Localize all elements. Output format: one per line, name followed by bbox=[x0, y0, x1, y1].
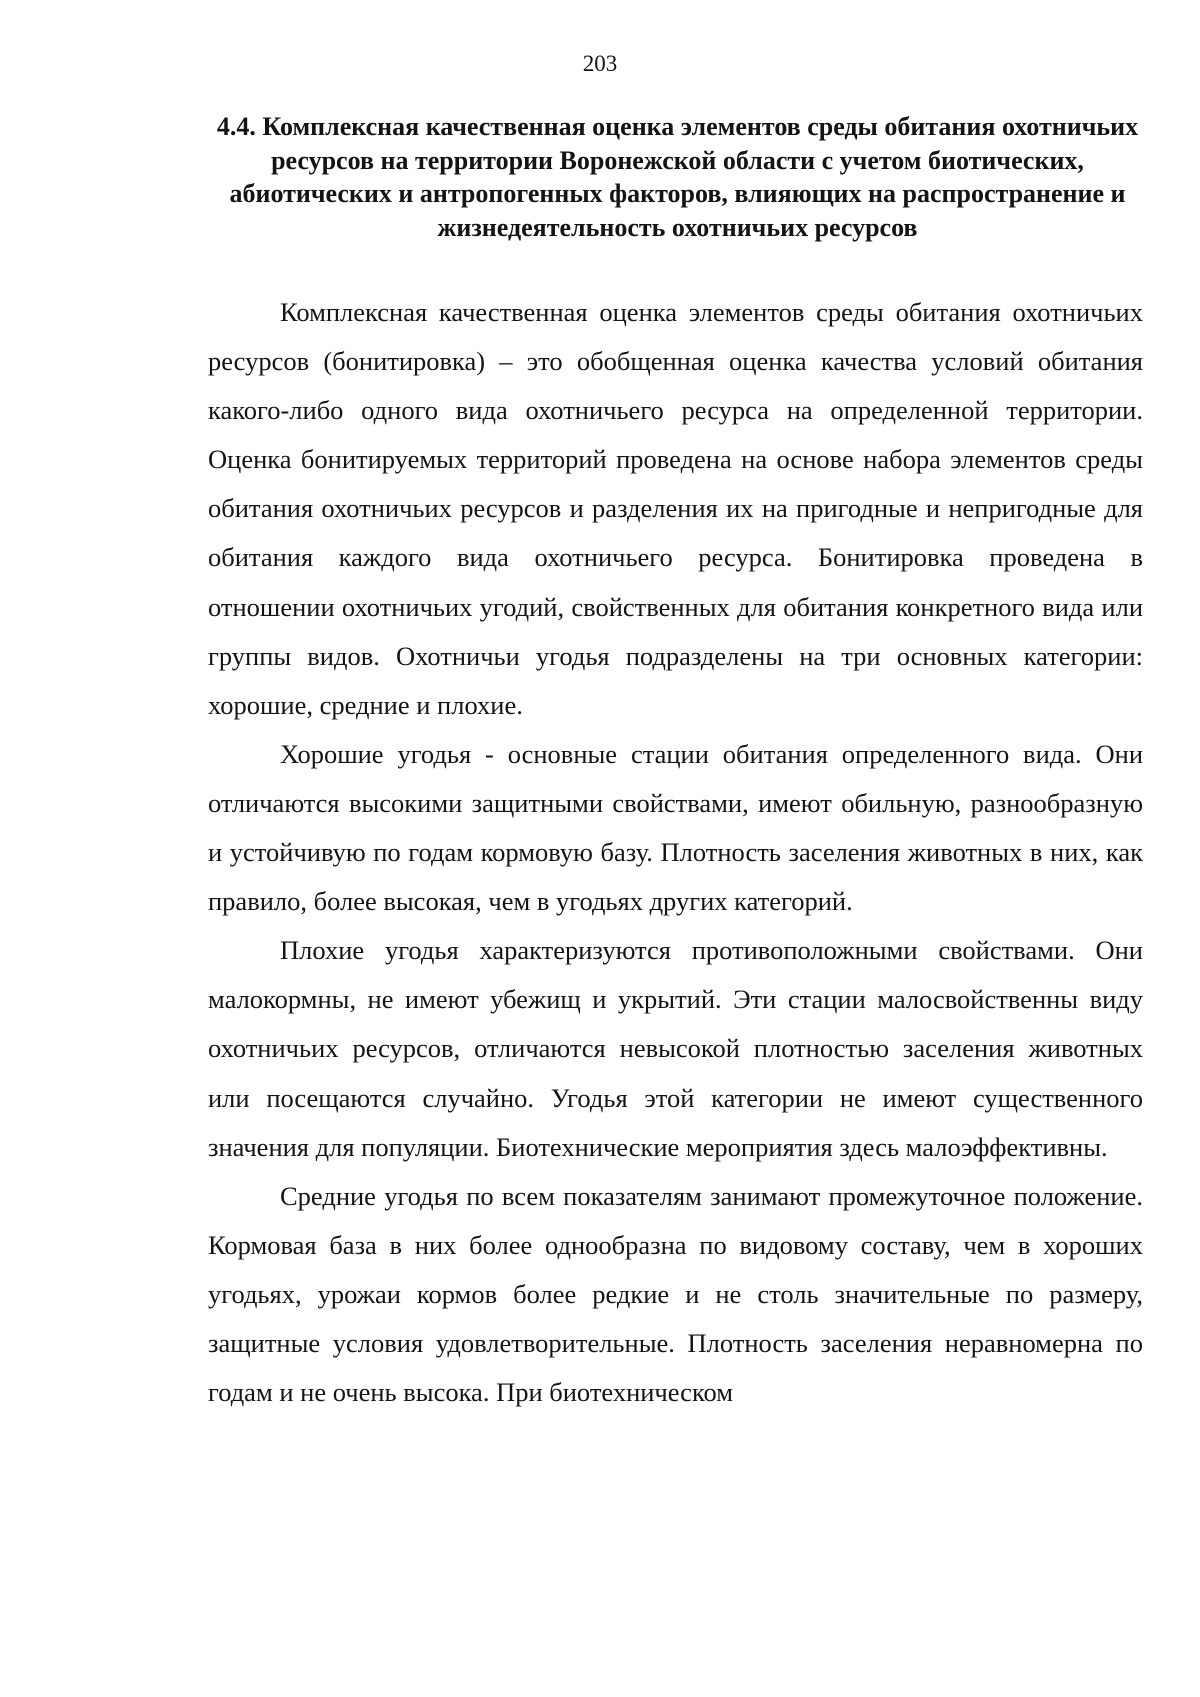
page-number: 203 bbox=[582, 51, 618, 76]
body-text bbox=[208, 288, 1143, 1417]
section-heading: 4.4. Комплексная качественная оценка элементов среды обитания охотничьих ресурсов на территории Воронежской области с учетом биотических, абиотических и антропогенных факторов, влияющих на распространение и жизнедеятельность охотничьих ресурсов bbox=[216, 112, 1139, 242]
paragraph-medium-grounds: Средние угодья по всем показателям занимают промежуточное положение. Кормовая база в них более однообразна по видовому составу, чем в хороших угодьях, урожаи кормов более редкие и не столь значительные по размеру, защитные условия удовлетворительные. Плотность заселения неравномерна по годам и не очень высока. При биотехническом bbox=[208, 1180, 1143, 1408]
paragraph-poor-grounds: Плохие угодья характеризуются противоположными свойствами. Они малокормны, не имеют убежищ и укрытий. Эти стации малосвойственны виду охотничьих ресурсов, отличаются невысокой плотностью заселения животных или посещаются случайно. Угодья этой категории не имеют существенного значения для популяции. Биотехнические мероприятия здесь малоэффективны. bbox=[208, 935, 1143, 1162]
paragraph-good-grounds: Хорошие угодья - основные стации обитания определенного вида. Они отличаются высокими защитными свойствами, имеют обильную, разнообразную и устойчивую по годам кормовую базу. Плотность заселения животных в них, как правило, более высокая, чем в угодьях других категорий. bbox=[208, 738, 1143, 917]
paragraph-complex-assessment: Комплексная качественная оценка элементов среды обитания охотничьих ресурсов (бонитировка) – это обобщенная оценка качества условий обитания какого-либо одного вида охотничьего ресурса на определенной территории. Оценка бонитируемых территорий проведена на основе набора элементов среды обитания охотничьих ресурсов и разделения их на пригодные и непригодные для обитания каждого вида охотничьего ресурса. Бонитировка проведена в отношении охотничьих угодий, свойственных для обитания конкретного вида или группы видов. Охотничьи угодья подразделены на три основных категории: хорошие, средние и плохие. bbox=[208, 297, 1143, 720]
